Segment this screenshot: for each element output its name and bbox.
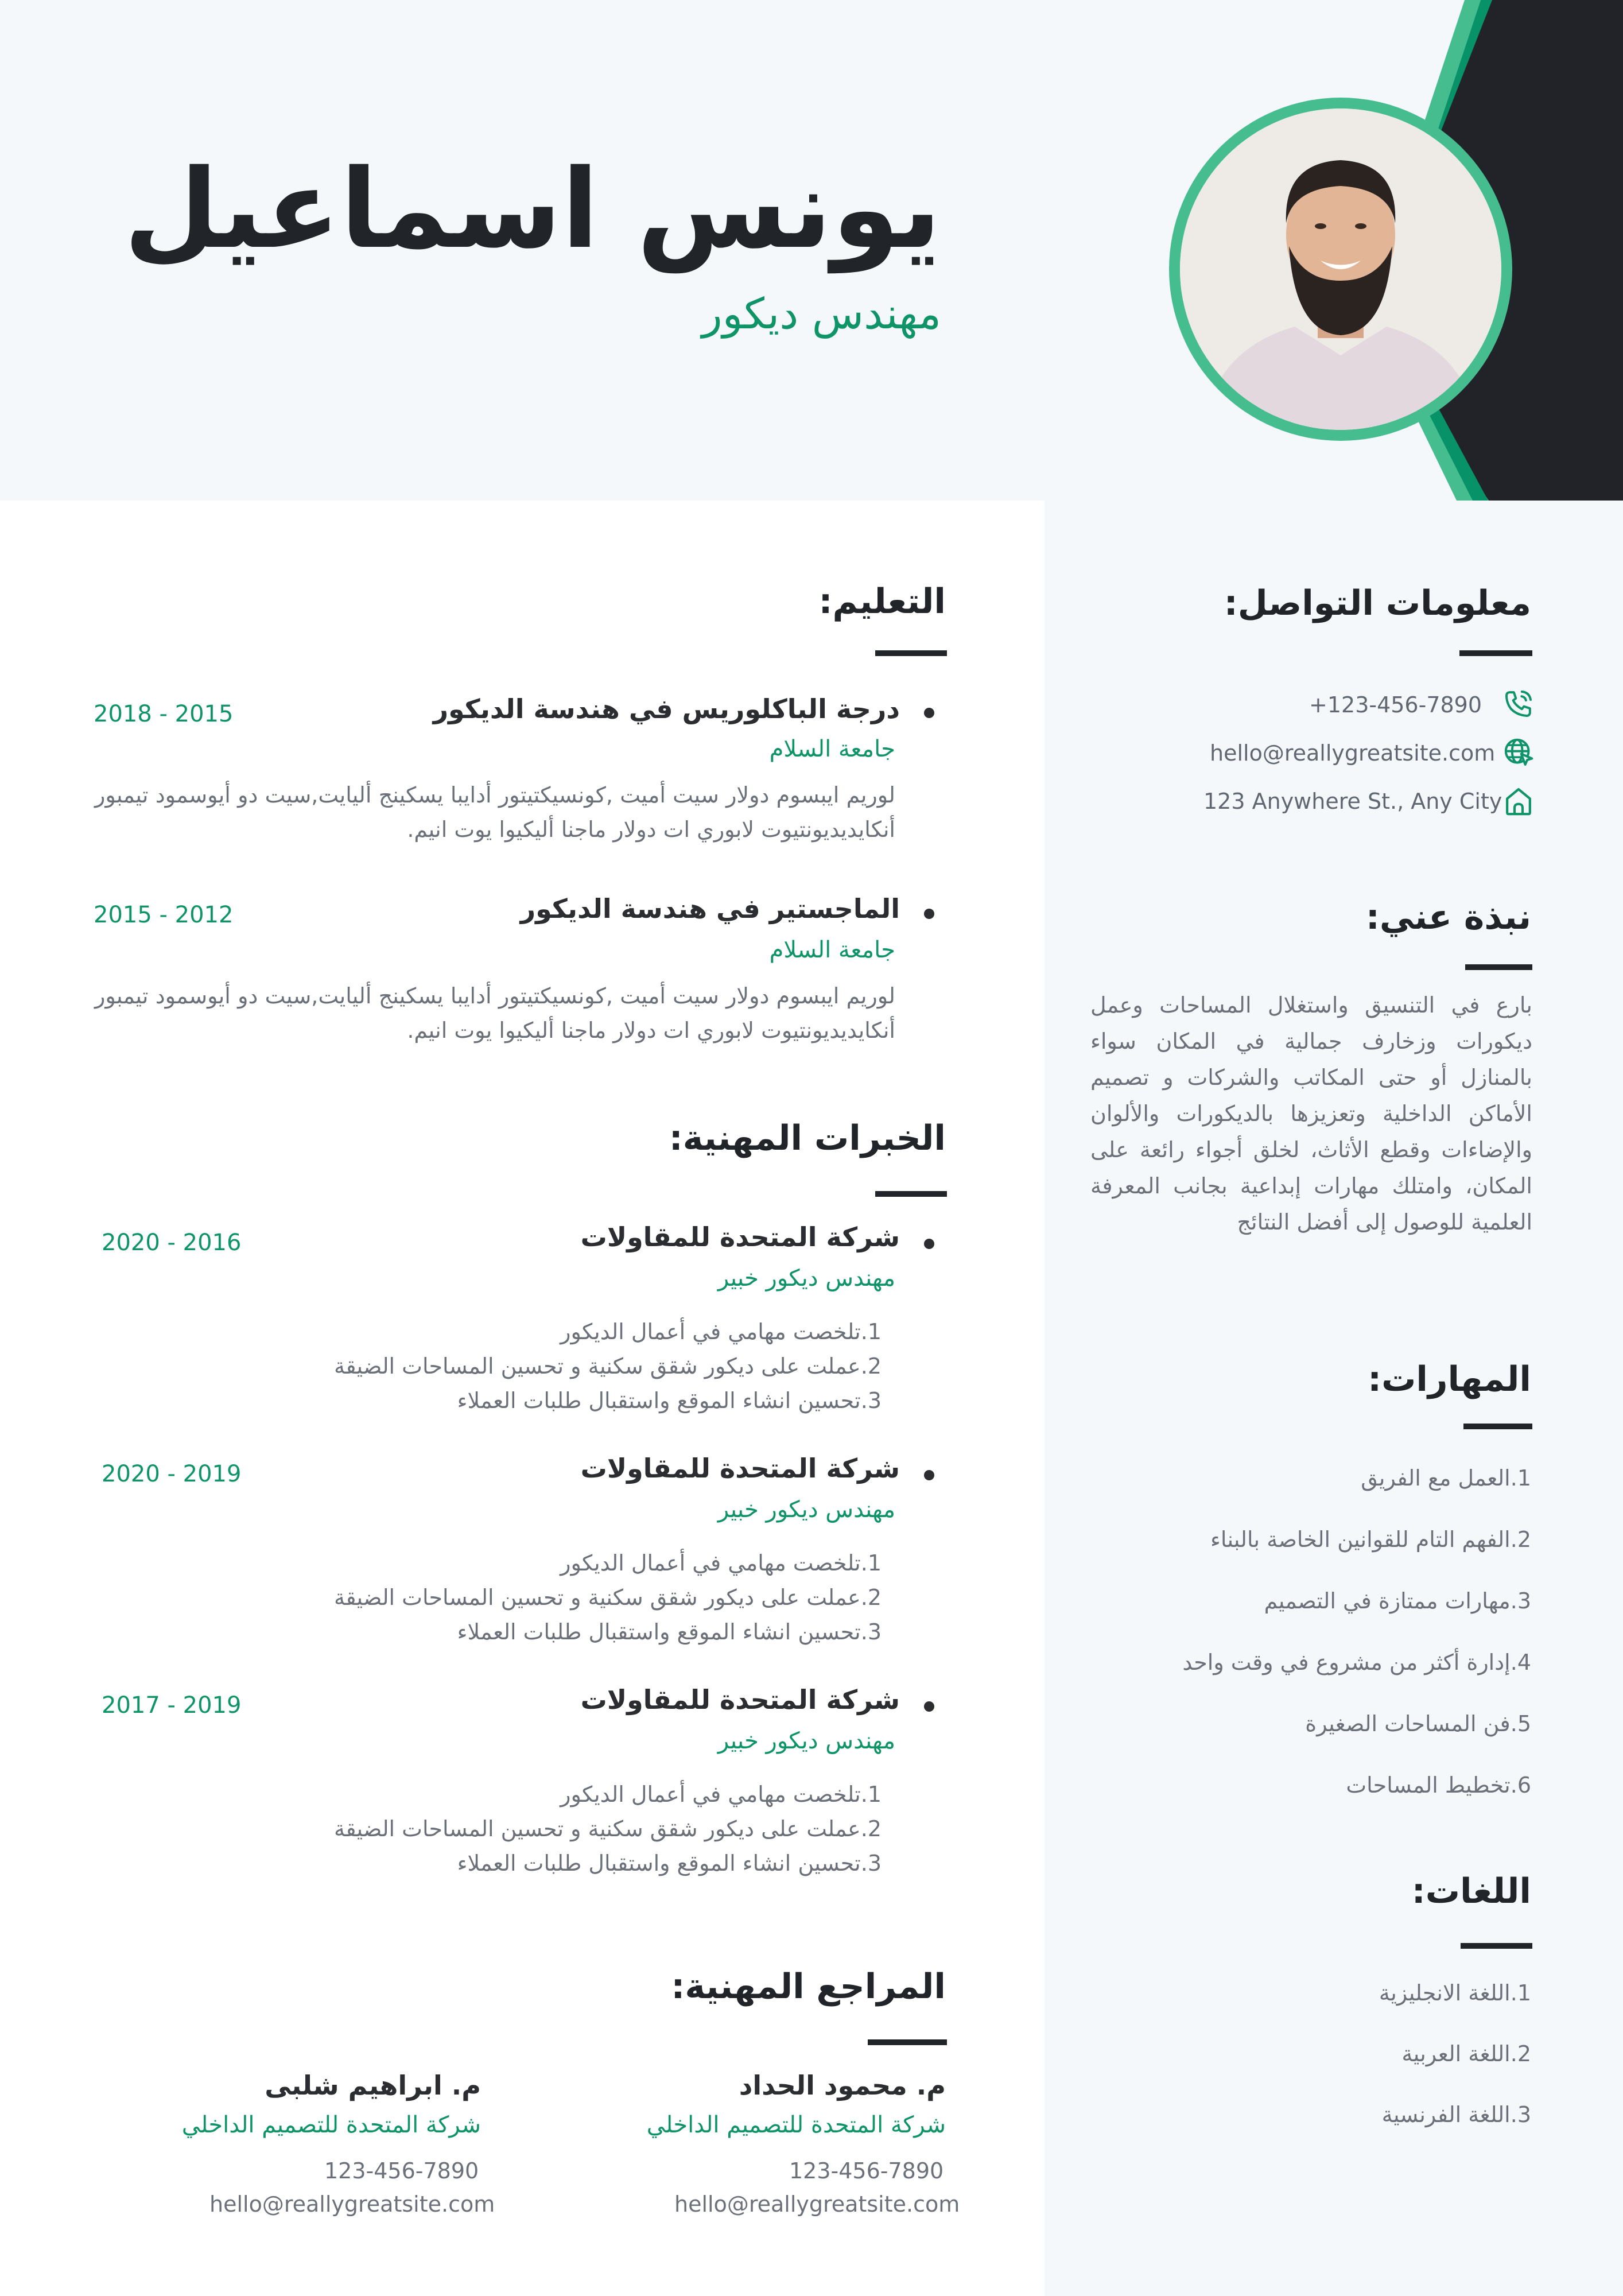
education-description: لوريم ايبسوم دولار سيت أميت ,كونسيكتيتور أدايبا يسكينج أليايت,سيت دو أيوسمود تيمبور أنكايديديونتيوت لابوري ات دولار ماجنا أليكيوا يوت انيم.: [95, 782, 895, 842]
experience-task: 3.تحسين انشاء الموقع واستقبال طلبات العملاء: [457, 1619, 882, 1645]
experience-role: مهندس ديكور خبير: [717, 1728, 895, 1754]
experience-dates: 2020 - 2016: [102, 1230, 242, 1256]
bullet-icon: [924, 909, 934, 919]
person-avatar-icon: [1180, 108, 1501, 430]
section-underline: [875, 1191, 947, 1197]
section-title-languages: اللغات:: [1411, 1871, 1531, 1911]
skill-item: 2.الفهم التام للقوانين الخاصة بالبناء: [1210, 1527, 1531, 1552]
bullet-icon: [924, 1701, 934, 1712]
section-underline: [1459, 650, 1532, 656]
reference-email[interactable]: hello@reallygreatsite.com: [674, 2192, 960, 2217]
bullet-icon: [924, 1470, 934, 1480]
experience-task: 1.تلخصت مهامي في أعمال الديكور: [560, 1550, 882, 1576]
education-degree: الماجستير في هندسة الديكور: [520, 893, 900, 924]
experience-dates: 2017 - 2019: [102, 1692, 242, 1719]
section-underline: [875, 650, 947, 656]
section-underline: [1461, 1943, 1532, 1949]
experience-company: شركة المتحدة للمقاولات: [580, 1221, 900, 1252]
reference-name: م. ابراهيم شلبى: [265, 2070, 481, 2101]
bullet-icon: [924, 708, 934, 718]
language-item: 1.اللغة الانجليزية: [1379, 1980, 1531, 2006]
section-title-about: نبذة عني:: [1365, 897, 1531, 937]
skill-item: 1.العمل مع الفريق: [1361, 1465, 1531, 1491]
skill-item: 4.إدارة أكثر من مشروع في وقت واحد: [1182, 1650, 1531, 1675]
language-item: 3.اللغة الفرنسية: [1381, 2102, 1531, 2127]
contact-email[interactable]: hello@reallygreatsite.com: [1210, 740, 1496, 766]
contact-address: 123 Anywhere St., Any City: [1203, 789, 1502, 814]
reference-phone: 123-456-7890: [789, 2158, 944, 2183]
experience-task: 3.تحسين انشاء الموقع واستقبال طلبات العملاء: [457, 1388, 882, 1413]
skill-item: 5.فن المساحات الصغيرة: [1305, 1711, 1531, 1736]
reference-company: شركة المتحدة للتصميم الداخلي: [181, 2112, 481, 2138]
experience-role: مهندس ديكور خبير: [717, 1265, 895, 1292]
experience-task: 2.عملت على ديكور شقق سكنية و تحسين المساحات الضيقة: [333, 1353, 882, 1379]
candidate-title: مهندس ديكور: [701, 289, 941, 339]
section-underline: [1465, 964, 1532, 970]
section-title-skills: المهارات:: [1368, 1359, 1531, 1399]
profile-photo-frame: [1169, 98, 1512, 441]
experience-task: 2.عملت على ديكور شقق سكنية و تحسين المساحات الضيقة: [333, 1585, 882, 1610]
reference-phone: 123-456-7890: [324, 2158, 479, 2183]
resume-header: [0, 0, 1623, 501]
education-school: جامعة السلام: [769, 937, 895, 963]
experience-company: شركة المتحدة للمقاولات: [580, 1453, 900, 1484]
section-underline: [1463, 1424, 1532, 1429]
globe-icon: [1502, 736, 1535, 769]
experience-task: 3.تحسين انشاء الموقع واستقبال طلبات العملاء: [457, 1851, 882, 1876]
education-school: جامعة السلام: [769, 736, 895, 762]
experience-dates: 2020 - 2019: [102, 1461, 242, 1487]
reference-company: شركة المتحدة للتصميم الداخلي: [646, 2112, 946, 2138]
education-dates: 2015 - 2012: [94, 902, 234, 928]
education-description: لوريم ايبسوم دولار سيت أميت ,كونسيكتيتور أدايبا يسكينج أليايت,سيت دو أيوسمود تيمبور أنكايديديونتيوت لابوري ات دولار ماجنا أليكيوا يوت انيم.: [95, 983, 895, 1043]
education-dates: 2018 - 2015: [94, 701, 234, 727]
section-title-contact: معلومات التواصل:: [1224, 583, 1531, 623]
education-degree: درجة الباكلوريس في هندسة الديكور: [433, 693, 900, 724]
bullet-icon: [924, 1239, 934, 1249]
sidebar-column: [1045, 501, 1623, 2296]
contact-phone: +123-456-7890: [1309, 692, 1482, 718]
home-icon: [1502, 785, 1535, 817]
section-title-experience: الخبرات المهنية:: [669, 1118, 946, 1158]
language-item: 2.اللغة العربية: [1401, 2041, 1531, 2066]
reference-email[interactable]: hello@reallygreatsite.com: [209, 2192, 495, 2217]
candidate-name: يونس اسماعيل: [123, 146, 941, 273]
section-title-education: التعليم:: [818, 581, 946, 622]
phone-icon: [1502, 688, 1535, 720]
skill-item: 6.تخطيط المساحات: [1346, 1773, 1531, 1798]
skill-item: 3.مهارات ممتازة في التصميم: [1264, 1588, 1531, 1614]
experience-company: شركة المتحدة للمقاولات: [580, 1684, 900, 1715]
section-underline: [868, 2039, 947, 2045]
profile-photo: [1180, 108, 1501, 430]
about-text: بارع في التنسيق واستغلال المساحات وعمل ديكورات وزخارف جمالية في المكان سواء بالمنازل أو حتى المكاتب والشركات و تصميم الأماكن الداخلية وتعزيزها بالديكورات والألوان والإضاءات وقطع الأثاث، لخلق أجواء رائعة على المكان، وامتلك مهارات إبداعية بجانب المعرفة العلمية للوصول إلى أفضل النتائج: [1090, 992, 1532, 1235]
experience-task: 1.تلخصت مهامي في أعمال الديكور: [560, 1319, 882, 1344]
section-title-references: المراجع المهنية:: [671, 1967, 946, 2007]
experience-role: مهندس ديكور خبير: [717, 1496, 895, 1523]
reference-name: م. محمود الحداد: [739, 2070, 946, 2101]
experience-task: 1.تلخصت مهامي في أعمال الديكور: [560, 1782, 882, 1807]
experience-task: 2.عملت على ديكور شقق سكنية و تحسين المساحات الضيقة: [333, 1816, 882, 1841]
